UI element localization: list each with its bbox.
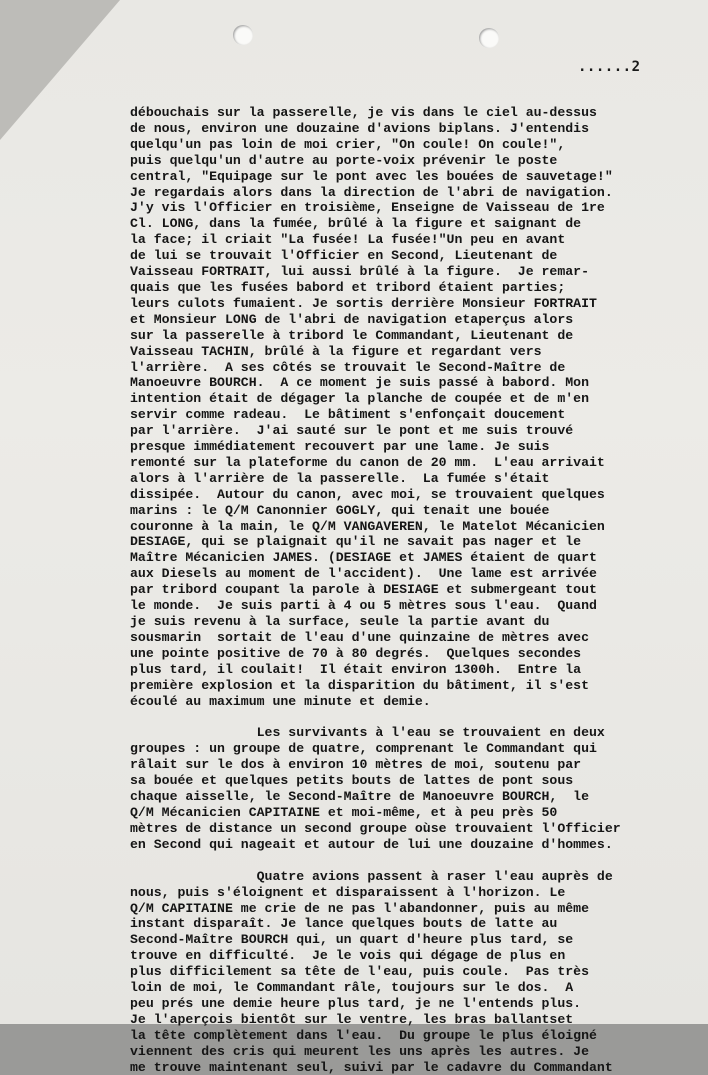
text-line: la tête complètement dans l'eau. Du groupe le plus éloigné [130,1027,597,1043]
text-line: dissipée. Autour du canon, avec moi, se trouvaient quelques [130,486,605,502]
text-line: DESIAGE, qui se plaignait qu'il ne savait pas nager et le [130,534,582,550]
text-line: plus tard, il coulait! Il était environ 1300h. Entre la [130,661,582,677]
text-line: en Second qui nageait et autour de lui une douzaine d'hommes. [130,836,613,852]
text-line: quais que les fusées babord et tribord étaient parties; [130,279,566,295]
text-line: la face; il criait "La fusée! La fusée!"Un peu en avant [130,232,566,248]
text-line: J'y vis l'Officier en troisième, Enseigne de Vaisseau de 1re [130,200,605,216]
text-line: groupes : un groupe de quatre, comprenant le Commandant qui [130,741,597,757]
folded-corner [0,0,120,140]
text-line: peu prés une demie heure plus tard, je ne l'entends plus. [130,995,582,1011]
text-line: presque immédiatement recouvert par une lame. Je suis [130,439,550,455]
page-number: ......2 [578,59,641,75]
text-line: me trouve maintenant seul, suivi par le cadavre du Commandant [130,1059,613,1075]
text-line: écoulé au maximum une minute et demie. [130,693,431,709]
text-line: puis quelqu'un d'autre au porte-voix prévenir le poste [130,152,558,168]
text-line: Q/M CAPITAINE me crie de ne pas l'abandonner, puis au même [130,900,589,916]
text-line: leurs culots fumaient. Je sortis derrière Monsieur FORTRAIT [130,295,597,311]
text-line: je suis revenu à la surface, seule la partie avant du [130,614,550,629]
paragraph-2 [130,725,700,852]
text-line: première explosion et la disparition du bâtiment, il s'est [130,677,589,693]
text-line: nous, puis s'éloignent et disparaissent à l'horizon. Le [130,884,566,900]
text-line: sa bouée et quelques petits bouts de lattes de pont sous [130,773,574,789]
text-line: une pointe positive de 70 à 80 degrés. Quelques secondes [130,645,582,661]
text-line: Manoeuvre BOURCH. A ce moment je suis passé à babord. Mon [130,375,589,391]
text-line: sur la passerelle à tribord le Commandant, Lieutenant de [130,327,574,343]
text-line: Je l'aperçois bientôt sur le ventre, les bras ballantset [130,1011,574,1027]
text-line: l'arrière. A ses côtés se trouvait le Second-Maître de [130,359,566,375]
text-line: râlait sur le dos à environ 10 mètres de moi, soutenu par [130,757,582,773]
text-line: Cl. LONG, dans la fumée, brûlé à la figure et saignant de [130,216,582,232]
text-line: loin de moi, le Commandant râle, toujours sur le dos. A [130,980,574,996]
typed-body [130,105,700,1075]
text-line: de nous, environ une douzaine d'avions biplans. J'entendis [130,120,589,136]
punch-hole-right [479,28,499,48]
text-line: chaque aisselle, le Second-Maître de Manoeuvre BOURCH, le [130,789,589,805]
text-line: central, "Equipage sur le pont avec les bouées de sauvetage!" [130,168,613,184]
text-line: alors à l'arrière de la passerelle. La fumée s'était [130,470,550,486]
text-line: trouve en difficulté. Je le vois qui dégage de plus en [130,948,566,964]
paragraph-1 [130,105,700,709]
text-line: mètres de distance un second groupe oùse trouvaient l'Officier [130,820,621,836]
text-line: instant disparaît. Je lance quelques bouts de latte au [130,916,558,932]
text-line: servir comme radeau. Le bâtiment s'enfonçait doucement [130,407,566,423]
text-line: Maître Mécanicien JAMES. (DESIAGE et JAMES étaient de quart [130,550,597,566]
text-line: Vaisseau FORTRAIT, lui aussi brûlé à la figure. Je remar- [130,264,589,280]
text-line: aux Diesels au moment de l'accident). Une lame est arrivée [130,566,597,582]
text-line: Je regardais alors dans la direction de l'abri de navigation. [130,184,613,200]
text-line: de lui se trouvait l'Officier en Second, Lieutenant de [130,248,558,264]
text-line: marins : le Q/M Canonnier GOGLY, qui tenait une bouée [130,502,550,518]
text-line: Vaisseau TACHIN, brûlé à la figure et regardant vers [130,343,542,359]
text-line: par tribord coupant la parole à DESIAGE et submergeant tout [130,582,597,598]
text-line: remonté sur la plateforme du canon de 20 mm. L'eau arrivait [130,454,605,470]
text-line: par l'arrière. J'ai sauté sur le pont et me suis trouvé [130,423,574,439]
text-line: Quatre avions passent à raser l'eau auprès de [130,868,613,884]
text-line: plus difficilement sa tête de l'eau, puis coule. Pas très [130,964,589,980]
text-line: et Monsieur LONG de l'abri de navigation etaperçus alors [130,311,574,327]
text-line: viennent des cris qui meurent les uns après les autres. Je [130,1043,589,1059]
text-line: sousmarin sortait de l'eau d'une quinzaine de mètres avec [130,629,589,645]
paragraph-3 [130,869,700,1075]
text-line: le monde. Je suis parti à 4 ou 5 mètres sous l'eau. Quand [130,598,597,614]
text-line: Second-Maître BOURCH qui, un quart d'heure plus tard, se [130,932,574,948]
text-line: Q/M Mécanicien CAPITAINE et moi-même, et à peu près 50 [130,804,558,820]
text-line: couronne à la main, le Q/M VANGAVEREN, le Matelot Mécanicien [130,518,605,534]
punch-hole-left [233,25,253,45]
text-line: intention était de dégager la planche de coupée et de m'en [130,391,589,407]
text-line: Les survivants à l'eau se trouvaient en deux [130,725,605,741]
text-line: quelqu'un pas loin de moi crier, "On coule! On coule!", [130,136,566,152]
text-line: débouchais sur la passerelle, je vis dans le ciel au-dessus [130,105,597,120]
